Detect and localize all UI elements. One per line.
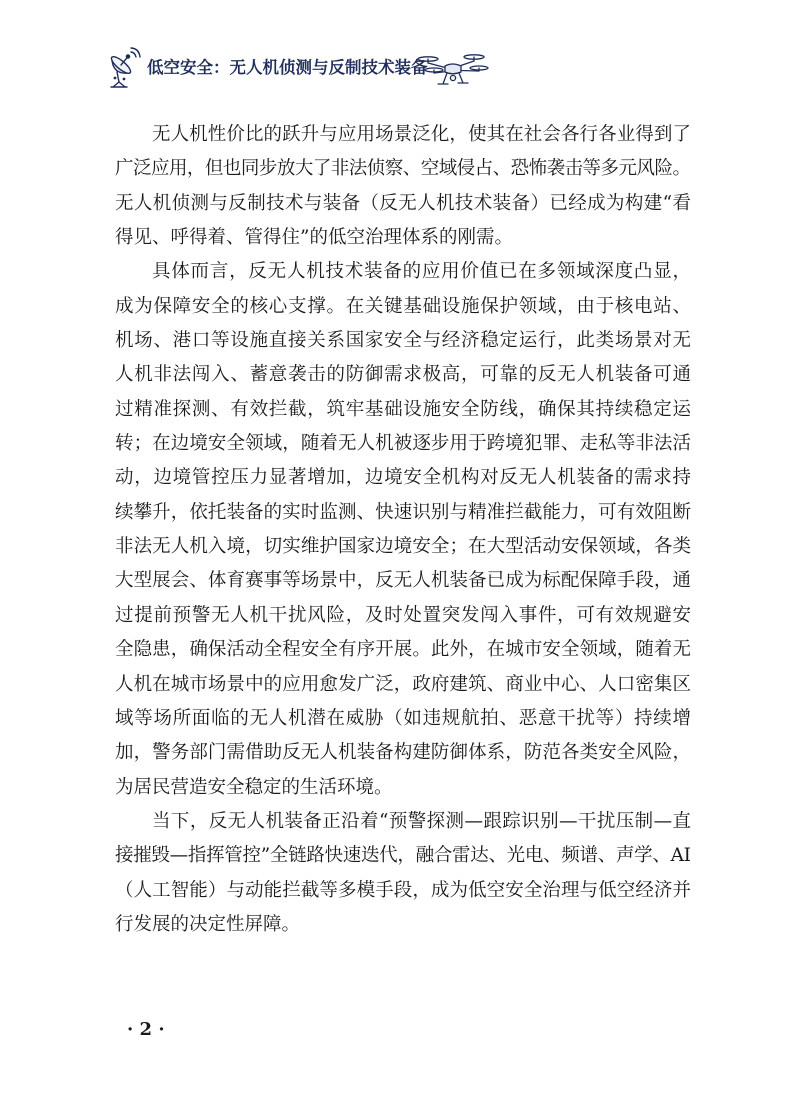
drone-icon [417, 50, 489, 90]
paragraph-line: 续攀升，依托装备的实时监测、快速识别与精准拦截能力，可有效阻断 [115, 501, 692, 523]
paragraph-line: 具体而言，反无人机技术装备的应用价值已在多领域深度凸显， [152, 261, 692, 283]
paragraph-line: 人机在城市场景中的应用愈发广泛，政府建筑、商业中心、人口密集区 [115, 673, 692, 695]
paragraph-line: 成为保障安全的核心支撑。在关键基础设施保护领域，由于核电站、 [115, 295, 692, 317]
page-number: · 2 · [127, 1019, 165, 1040]
paragraph-3 [115, 805, 691, 942]
satellite-dish-icon [106, 45, 144, 91]
paragraph-line: 行发展的决定性屏障。 [115, 913, 301, 935]
paragraph-line: 人机非法闯入、蓄意袭击的防御需求极高，可靠的反无人机装备可通 [115, 364, 692, 386]
paragraph-line: 转；在边境安全领域，随着无人机被逐步用于跨境犯罪、走私等非法活 [115, 433, 692, 455]
paragraph-line: 过提前预警无人机干扰风险，及时处置突发闯入事件，可有效规避安 [115, 604, 692, 626]
paragraph-line: 加，警务部门需借助反无人机装备构建防御体系，防范各类安全风险， [115, 742, 692, 764]
paragraph-line: 得见、呼得着、管得住”的低空治理体系的刚需。 [115, 227, 513, 249]
paragraph-line: 无人机性价比的跃升与应用场景泛化，使其在社会各行各业得到了 [152, 124, 692, 145]
paragraph-line: 过精准探测、有效拦截，筑牢基础设施安全防线，确保其持续稳定运 [115, 398, 692, 420]
paragraph-2 [115, 255, 691, 805]
paragraph-1 [115, 118, 691, 255]
body-text [115, 118, 691, 942]
paragraph-line: 域等场所面临的无人机潜在威胁（如违规航拍、恶意干扰等）持续增 [115, 707, 692, 729]
paragraph-line: 机场、港口等设施直接关系国家安全与经济稳定运行，此类场景对无 [115, 330, 692, 352]
paragraph-line: 无人机侦测与反制技术与装备（反无人机技术装备）已经成为构建“看 [115, 192, 692, 214]
paragraph-line: （人工智能）与动能拦截等多模手段，成为低空安全治理与低空经济并 [115, 879, 692, 901]
paragraph-line: 接摧毁—指挥管控”全链路快速迭代，融合雷达、光电、频谱、声学、AI [115, 845, 691, 867]
paragraph-line: 为居民营造安全稳定的生活环境。 [115, 776, 393, 798]
paragraph-line: 动，边境管控压力显著增加，边境安全机构对反无人机装备的需求持 [115, 467, 692, 489]
paragraph-line: 全隐患，确保活动全程安全有序开展。此外，在城市安全领域，随着无 [115, 639, 692, 661]
paragraph-line: 广泛应用，但也同步放大了非法侦察、空域侵占、恐怖袭击等多元风险。 [115, 158, 691, 180]
paragraph-line: 非法无人机入境，切实维护国家边境安全；在大型活动安保领域，各类 [115, 536, 692, 558]
paragraph-line: 大型展会、体育赛事等场景中，反无人机装备已成为标配保障手段，通 [115, 570, 692, 592]
paragraph-line: 当下，反无人机装备正沿着“预警探测—跟踪识别—干扰压制—直 [152, 810, 692, 832]
running-head-title: 低空安全：无人机侦测与反制技术装备 [147, 58, 428, 77]
